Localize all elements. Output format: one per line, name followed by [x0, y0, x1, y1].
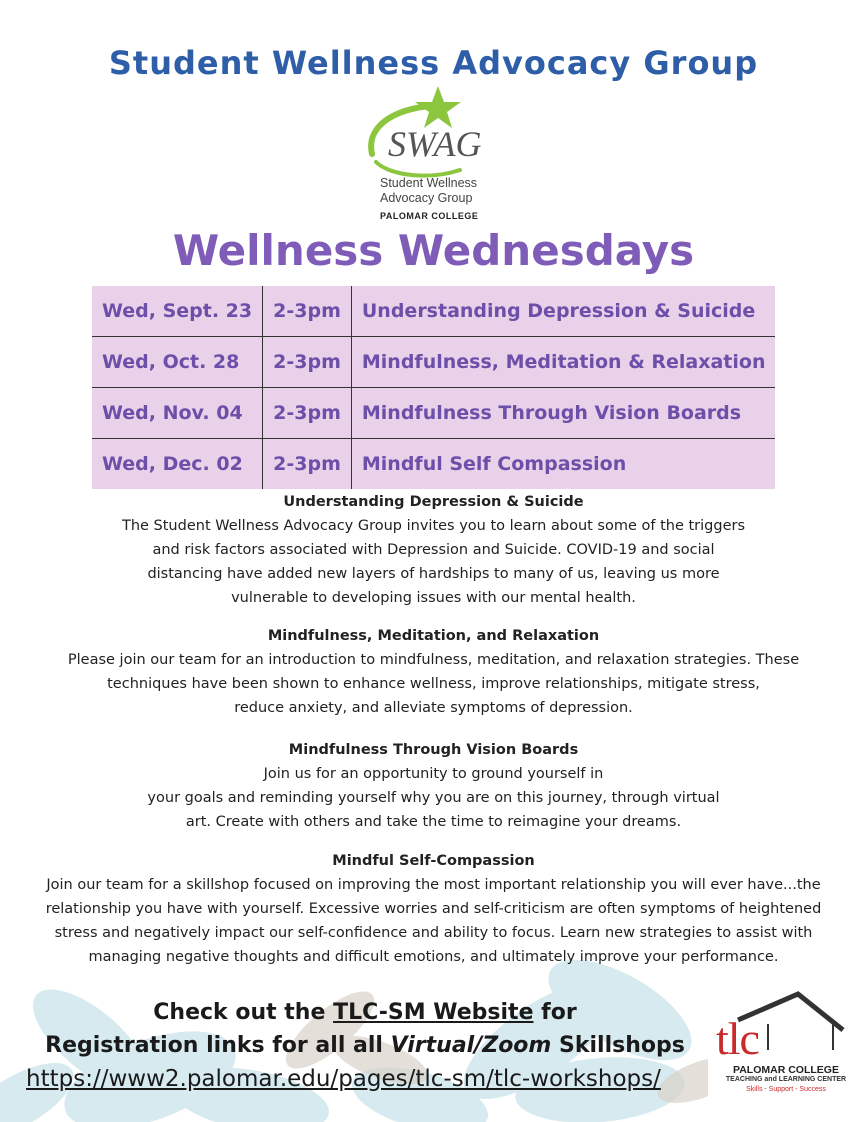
schedule-date: Wed, Oct. 28	[92, 337, 263, 388]
footer-line1-suffix: for	[533, 1000, 577, 1025]
schedule-table	[92, 286, 775, 489]
section-heading: Mindful Self-Compassion	[332, 853, 535, 869]
tlc-logo-tagline: Skills - Support - Success	[746, 1086, 826, 1093]
section-line: your goals and reminding yourself why you are on this journey, through virtual	[147, 790, 720, 806]
footer-line2-prefix: Registration links for all all	[45, 1033, 391, 1058]
section-line: vulnerable to developing issues with our mental health.	[231, 590, 636, 606]
footer-line1-prefix: Check out the	[153, 1000, 334, 1025]
tlc-website-link[interactable]: TLC-SM Website	[333, 1000, 534, 1025]
section-line: stress and negatively impact our self-confidence and ability to focus. Learn new strategies to assist with	[54, 925, 813, 941]
logo-line2: Advocacy Group	[380, 191, 473, 205]
section-heading: Mindfulness Through Vision Boards	[288, 742, 579, 758]
section-line: reduce anxiety, and alleviate symptoms of depression.	[234, 700, 633, 716]
schedule-topic: Understanding Depression & Suicide	[351, 286, 775, 337]
footer-line2-italic: Virtual/Zoom	[390, 1033, 552, 1058]
table-row	[92, 388, 775, 439]
section-self-compassion	[20, 849, 847, 969]
schedule-date: Wed, Sept. 23	[92, 286, 263, 337]
schedule-time: 2-3pm	[263, 337, 352, 388]
schedule-time: 2-3pm	[263, 439, 352, 490]
section-line: Please join our team for an introduction to mindfulness, meditation, and relaxation strategies. These	[67, 652, 800, 668]
schedule-time: 2-3pm	[263, 388, 352, 439]
table-row	[92, 439, 775, 490]
logo-line1: Student Wellness	[380, 176, 478, 190]
logo-college: PALOMAR COLLEGE	[380, 211, 479, 221]
workshops-url-link[interactable]: https://www2.palomar.edu/pages/tlc-sm/tlc-workshops/	[26, 1066, 661, 1092]
footer-call-to-action	[20, 996, 710, 1062]
section-line: distancing have added new layers of hardships to many of us, leaving us more	[147, 566, 720, 582]
schedule-topic: Mindfulness Through Vision Boards	[351, 388, 775, 439]
schedule-time: 2-3pm	[263, 286, 352, 337]
tlc-logo-letters: tlc	[716, 1013, 759, 1064]
tlc-logo-college: PALOMAR COLLEGE	[733, 1064, 839, 1076]
schedule-date: Wed, Dec. 02	[92, 439, 263, 490]
section-depression	[20, 490, 847, 610]
schedule-topic: Mindfulness, Meditation & Relaxation	[351, 337, 775, 388]
table-row	[92, 337, 775, 388]
section-line: techniques have been shown to enhance wellness, improve relationships, mitigate stress,	[107, 676, 760, 692]
section-line: managing negative thoughts and difficult emotions, and ultimately improve your performance.	[88, 949, 779, 965]
section-mindfulness	[20, 624, 847, 720]
section-line: Join our team for a skillshop focused on improving the most important relationship you will ever have...the	[46, 877, 821, 893]
section-heading: Understanding Depression & Suicide	[283, 494, 584, 510]
section-heading: Mindfulness, Meditation, and Relaxation	[267, 628, 600, 644]
swag-logo-text: SWAG	[388, 124, 482, 164]
section-line: Join us for an opportunity to ground yourself in	[263, 766, 604, 782]
tlc-logo-center: TEACHING and LEARNING CENTER	[725, 1076, 847, 1083]
schedule-date: Wed, Nov. 04	[92, 388, 263, 439]
schedule-topic: Mindful Self Compassion	[361, 453, 627, 475]
tlc-logo	[708, 990, 858, 1102]
section-line: and risk factors associated with Depression and Suicide. COVID-19 and social	[152, 542, 715, 558]
page-title: Student Wellness Advocacy Group	[108, 44, 759, 82]
section-line: art. Create with others and take the time to reimagine your dreams.	[185, 814, 682, 830]
section-line: relationship you have with yourself. Excessive worries and self-criticism are often symptoms of heightened	[45, 901, 822, 917]
table-row	[92, 286, 775, 337]
section-line: The Student Wellness Advocacy Group invites you to learn about some of the triggers	[121, 518, 746, 534]
section-vision-boards	[20, 738, 847, 834]
event-title: Wellness Wednesdays	[172, 226, 695, 275]
logo-subtitle	[380, 176, 500, 206]
footer-line2-suffix: Skillshops	[551, 1033, 685, 1058]
